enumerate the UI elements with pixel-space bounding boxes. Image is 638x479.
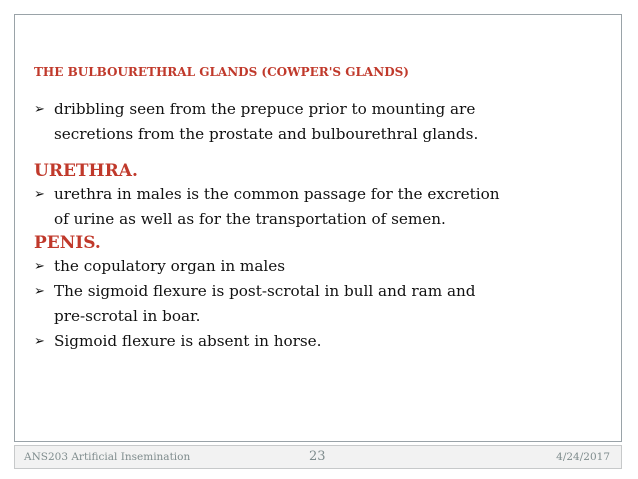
bullet-text-line: pre-scrotal in boar. — [54, 307, 201, 325]
bullet-item — [34, 279, 614, 329]
bullet-text-line: secretions from the prostate and bulbourethral glands. — [54, 125, 479, 143]
footer-date: 4/24/2017 — [556, 451, 610, 463]
bullet-text-line: urethra in males is the common passage for the excretion — [54, 185, 500, 203]
bullet-text-line: of urine as well as for the transportation of semen. — [54, 210, 446, 228]
arrow-bullet-icon: ➢ — [34, 259, 45, 274]
bullet-text-line: dribbling seen from the prepuce prior to mounting are — [54, 100, 476, 118]
bullet-item — [34, 97, 614, 147]
slide-content — [34, 61, 614, 354]
arrow-bullet-icon: ➢ — [34, 187, 45, 202]
arrow-bullet-icon: ➢ — [34, 334, 45, 349]
section-title: THE BULBOURETHRAL GLANDS (COWPER'S GLANDS) — [34, 65, 409, 79]
bullet-item — [34, 254, 614, 279]
bullet-item — [34, 182, 614, 232]
footer-course-title: ANS203 Artificial Insemination — [24, 451, 191, 463]
arrow-bullet-icon: ➢ — [34, 102, 45, 117]
bullet-text-line: the copulatory organ in males — [54, 257, 286, 275]
footer-page-number: 23 — [309, 449, 326, 464]
bullet-text-line: The sigmoid flexure is post-scrotal in bull and ram and — [54, 282, 476, 300]
arrow-bullet-icon: ➢ — [34, 284, 45, 299]
penis-heading: PENIS. — [34, 233, 101, 253]
bullet-item — [34, 329, 614, 354]
urethra-heading: URETHRA. — [34, 161, 138, 181]
bullet-text-line: Sigmoid flexure is absent in horse. — [54, 332, 322, 350]
